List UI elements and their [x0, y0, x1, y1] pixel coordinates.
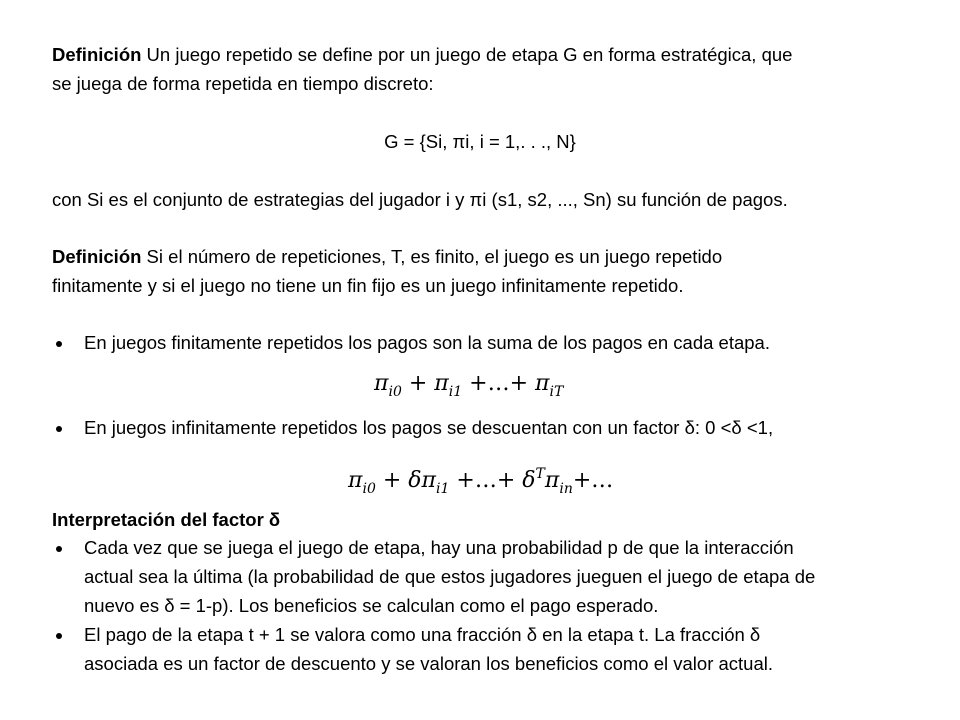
- pi-symbol: π: [434, 371, 449, 396]
- plus-sign: +: [382, 468, 402, 493]
- formula-finite: [374, 370, 563, 398]
- plus-sign: +: [408, 371, 428, 396]
- subscript-i0: i0: [362, 481, 376, 497]
- formula-infinite: [348, 467, 613, 495]
- pi-symbol: π: [544, 468, 560, 493]
- definition-2-text: Si el número de repeticiones, T, es finito, el juego es un juego repetido: [141, 246, 723, 267]
- bullet-finite-dot: [56, 341, 62, 347]
- definition-1-line-1: [52, 43, 792, 67]
- definition-1-text: Un juego repetido se define por un juego de etapa G en forma estratégica, que: [141, 44, 793, 65]
- bullet-interp-1-line-3: nuevo es δ = 1-p). Los beneficios se calculan como el pago esperado.: [84, 595, 659, 616]
- ellipsis-plus: +…+: [456, 468, 516, 493]
- definition-1-label: Definición: [52, 44, 142, 65]
- subscript-i0: i0: [388, 384, 402, 400]
- pi-symbol: π: [374, 371, 389, 396]
- bullet-interp-1-line-1: Cada vez que se juega el juego de etapa, hay una probabilidad p de que la interacción: [84, 537, 794, 558]
- bullet-interp-1-line-2: actual sea la última (la probabilidad de que estos jugadores jueguen el juego de etapa de: [84, 566, 816, 587]
- ellipsis-plus: +…+: [469, 371, 529, 396]
- bullet-interp-2-dot: [56, 633, 62, 639]
- subscript-i1: i1: [448, 384, 463, 400]
- definition-2-label: Definición: [52, 246, 142, 267]
- bullet-interp-2-line-1: El pago de la etapa t + 1 se valora como una fracción δ en la etapa t. La fracción δ: [84, 624, 761, 645]
- bullet-interp-2-line-2: asociada es un factor de descuento y se valoran los beneficios como el valor actual.: [84, 653, 774, 674]
- bullet-interp-1-dot: [56, 546, 62, 552]
- subscript-in: in: [559, 481, 573, 497]
- definition-2-line-1: [52, 245, 722, 269]
- delta-symbol: δ: [408, 468, 422, 493]
- subscript-iT: iT: [549, 384, 564, 400]
- pi-symbol: π: [421, 468, 437, 493]
- game-formula: G = {Si, πi, i = 1,. . ., N}: [384, 131, 576, 152]
- interpretation-heading: Interpretación del factor δ: [52, 509, 281, 530]
- definition-2-line-2: finitamente y si el juego no tiene un fin fijo es un juego infinitamente repetido.: [52, 275, 684, 296]
- subscript-i1: i1: [436, 481, 450, 497]
- ellipsis-tail: +…: [572, 468, 614, 493]
- strategies-description: con Si es el conjunto de estrategias del jugador i y πi (s1, s2, ..., Sn) su función de pagos.: [52, 189, 788, 210]
- pi-symbol: π: [535, 371, 550, 396]
- delta-symbol: δ: [522, 468, 536, 493]
- bullet-infinite-dot: [56, 426, 62, 432]
- definition-1-line-2: se juega de forma repetida en tiempo discreto:: [52, 73, 434, 94]
- superscript-T: T: [535, 466, 545, 482]
- bullet-infinite-text: En juegos infinitamente repetidos los pagos se descuentan con un factor δ: 0 <δ <1,: [84, 417, 774, 438]
- bullet-finite-text: En juegos finitamente repetidos los pagos son la suma de los pagos en cada etapa.: [84, 332, 770, 353]
- pi-symbol: π: [348, 468, 363, 493]
